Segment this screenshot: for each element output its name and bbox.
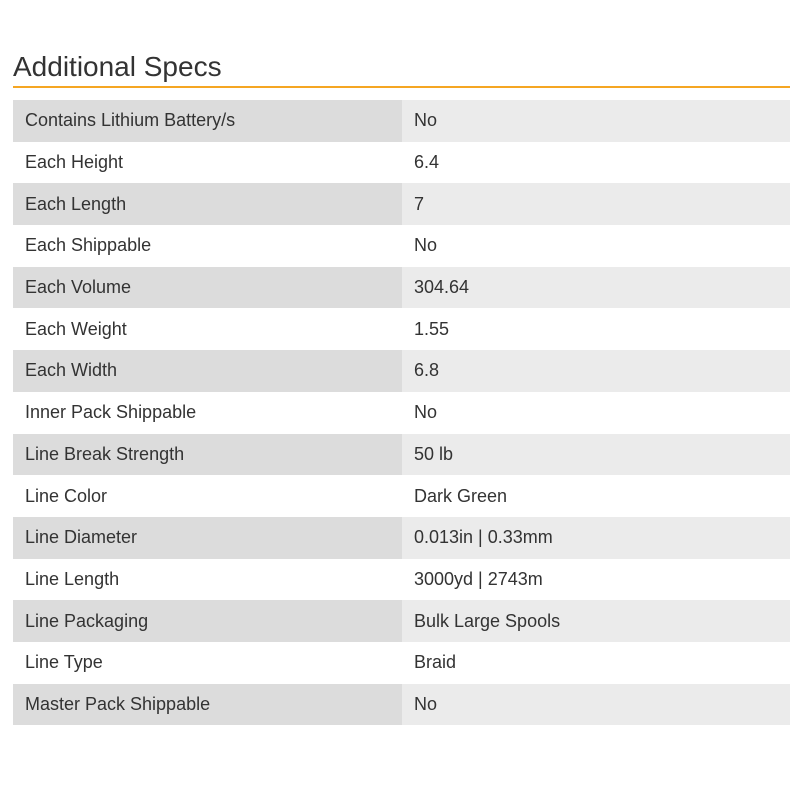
table-row	[13, 100, 790, 142]
spec-label: Line Break Strength	[13, 434, 402, 476]
table-row	[13, 392, 790, 434]
table-row	[13, 267, 790, 309]
spec-label: Each Weight	[13, 308, 402, 350]
spec-value: 7	[402, 183, 790, 225]
spec-value: 6.8	[402, 350, 790, 392]
spec-label: Inner Pack Shippable	[13, 392, 402, 434]
table-row	[13, 600, 790, 642]
spec-label: Each Volume	[13, 267, 402, 309]
table-row	[13, 517, 790, 559]
specs-table	[13, 100, 790, 725]
spec-value: 1.55	[402, 308, 790, 350]
spec-label: Contains Lithium Battery/s	[13, 100, 402, 142]
specs-table-body	[13, 100, 790, 725]
spec-label: Line Diameter	[13, 517, 402, 559]
spec-label: Line Color	[13, 475, 402, 517]
table-row	[13, 475, 790, 517]
spec-value: Dark Green	[402, 475, 790, 517]
spec-label: Line Type	[13, 642, 402, 684]
spec-value: 6.4	[402, 142, 790, 184]
spec-value: 3000yd | 2743m	[402, 559, 790, 601]
spec-value: No	[402, 684, 790, 726]
spec-value: 50 lb	[402, 434, 790, 476]
spec-value: 0.013in | 0.33mm	[402, 517, 790, 559]
spec-label: Line Length	[13, 559, 402, 601]
table-row	[13, 684, 790, 726]
spec-value: Braid	[402, 642, 790, 684]
table-row	[13, 559, 790, 601]
title-divider	[13, 86, 790, 88]
spec-value: 304.64	[402, 267, 790, 309]
table-row	[13, 183, 790, 225]
spec-label: Line Packaging	[13, 600, 402, 642]
spec-label: Each Length	[13, 183, 402, 225]
table-row	[13, 308, 790, 350]
table-row	[13, 350, 790, 392]
section-title: Additional Specs	[13, 51, 222, 82]
table-row	[13, 225, 790, 267]
spec-label: Master Pack Shippable	[13, 684, 402, 726]
spec-value: Bulk Large Spools	[402, 600, 790, 642]
additional-specs-section	[13, 48, 790, 725]
table-row	[13, 142, 790, 184]
spec-value: No	[402, 100, 790, 142]
table-row	[13, 434, 790, 476]
spec-label: Each Width	[13, 350, 402, 392]
spec-value: No	[402, 392, 790, 434]
spec-value: No	[402, 225, 790, 267]
spec-label: Each Shippable	[13, 225, 402, 267]
spec-label: Each Height	[13, 142, 402, 184]
table-row	[13, 642, 790, 684]
